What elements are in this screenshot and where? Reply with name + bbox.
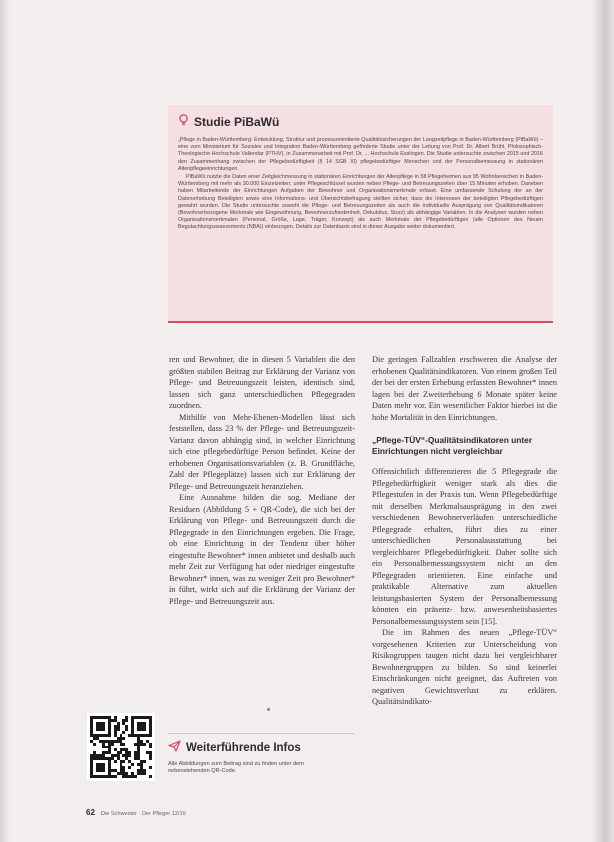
body-paragraph: Eine Ausnahme bilden die sog. Mediane der Residuen (Abbildung 5 + QR-Code), die sich bei der Erklärung von Pflege- und Betreuungszeit durch die Pflegegrade in den Einrichtungen ergeben. Die Frage, ob eine Einrichtung in der Tendenz über höher eingestufte Bewohner* innen anbietet und deshalb auch mehr Zeit zur Verfügung hat oder niedriger eingestufte Bewohner* innen, was zu weniger Zeit pro Bewohner* in führt, wirkt sich auf die Erklärung der Varianz der Pflege- und Betreuungszeit aus. [169, 493, 355, 606]
page-edge-shadow [0, 0, 10, 842]
further-info-title: Weiterführende Infos [186, 742, 301, 754]
qr-code-pattern [90, 716, 152, 778]
further-info-box [168, 733, 354, 779]
page-number: 62 [86, 808, 95, 817]
page-footer [86, 808, 186, 817]
studie-title: Studie PiBaWü [194, 115, 280, 129]
studie-paragraph: PiBaWü nutzte die Daten einer Zeitgleichmessung in stationären Einrichtungen der Altenpflege in 58 Pflegeheimen aus 95 Wohnbereichen in Baden-Württemberg mit mehr als 30.000 Einzelzeiten; unter Pflegeschlüssel wurden neben Pflege- und Betreuungszeiten über 15 Minuten erhoben. Daneben haben Mitarbeitende der Einrichtungen Aufgaben der Bewohner und Organisationsmerkmale erfasst. Eine umfassende Schulung der an der Datenerhebung Beteiligten sowie eine Informations- und Übersichtsbefragung stellten sicher, dass die Interessen der beteiligten Pflegebedürftigen gewahrt wurden. Die Studie untersuchte sowohl die Pflege- und Betreuungszeiten als auch die individuelle Ausprägung von Qualitätsindikatoren (Bewohnerbezogene Merkmale wie Eingewöhnung, Bewohnerzufriedenheit, Dekubitus, Sturz) als abhängige Variablen. In die Analysen wurden neben Organisationsmerkmalen (Personal, Größe, Lage, Träger, Konzept) als auch Merkmale der Pflegebedürftigen (alle Optionen des Neuen Begutachtungsassessments (NBA)) einbezogen. Details zur Datenbasis sind in dieser Ausgabe weiter dokumentiert. [178, 174, 543, 231]
further-info-header [168, 739, 354, 757]
body-paragraph: Mithilfe von Mehr-Ebenen-Modellen lässt sich feststellen, dass 23 % der Pflege- und Betreuungszeit-Varianz davon abhängig sind, in welcher Einrichtung sich eine pflegebedürftige Person befindet. Keine der erhobenen Organisationsvariablen (z. B. Grundfläche, Zahl der Pflegeplätze) lassen sich zur Erklärung der Pflege- und Betreuungszeit heranziehen. [169, 412, 355, 491]
magazine-name: Die Schwester · Der Pfleger 12/19 [100, 811, 186, 817]
article-column-left [169, 354, 355, 607]
section-subheading: „Pflege-TÜV“-Qualitätsindikatoren unter Einrichtungen nicht vergleichbar [372, 435, 533, 456]
studie-info-box [168, 105, 553, 323]
body-paragraph: Die geringen Fallzahlen erschweren die Analyse der erhobenen Qualitätsindikatoren. Von einem großen Teil der bei der ersten Erhebung erfassten Bewohner* innen lagen bei der Zweiterhebung 6 Monate später keine Daten mehr vor. Ein wesentlicher Faktor hierbei ist die hohe Mortalität in den Einrichtungen. [372, 355, 557, 422]
further-info-text: Alle Abbildungen zum Beitrag sind zu finden unter dem nebenstehenden QR-Code. [168, 761, 304, 774]
bulb-icon [178, 113, 189, 131]
body-paragraph: ren und Bewohner, die in diesen 5 Variablen die den größten stabilen Beitrag zur Erklärung der Varianz von Pflege- und Betreuungszeit leisten, identisch sind, lassen sich ganz unterschiedlichen Pflegegraden zuordnen. [169, 355, 355, 410]
body-paragraph: Die im Rahmen des neuen „Pflege-TÜV“ vorgesehenen Kriterien zur Unterscheidung von Risikogruppen taugen nicht dazu bei vergleichbarer Bewohnergruppen zu bilden. So sind keinerlei Einschränkungen nicht geeignet, das Auftreten von negativen Gewichtsverlust zu erklären. Qualitätsindikato- [372, 628, 557, 706]
qr-code[interactable] [87, 713, 155, 781]
paper-plane-icon [168, 739, 181, 757]
article-column-right [372, 354, 557, 708]
studie-paragraph: „Pflege in Baden-Württemberg: Entwicklung, Struktur und prozessorientierte Qualitätssicherungen der Langzeitpflege in Baden-Württemberg (PiBaWü) – eine vom Ministerium für Soziales und Integration Baden-Württemberg geförderte Studie unter der Leitung von Prof. Dr. Albert Brühl, Philosophisch-Theologische Hochschule Vallendar (PTHV), in Zusammenarbeit mit Prof. Dr. ... Hochschule Esslingen. Die Studie untersuchte zwischen 2015 und 2016 den Zusammenhang zwischen der Pflegebedürftigkeit (§ 14 SGB XI) pflegebedürftiger Menschen und der Personalbemessung in stationären Altenpflegeeinrichtungen. [178, 137, 543, 172]
page-edge-binding [592, 0, 614, 842]
body-paragraph: Offensichtlich differenzieren die 5 Pflegegrade die Pflegebedürftigkeit weniger stark als dies die Pflegestufen in der Praxis tun. Wenn Pflegebedürftige mit derselben Merkmalsausprägung in den zwei verschiedenen Bewohnerverläufen unterschiedliche Pflegegrade erhalten, führt dies zu einer unterschiedlichen Personalausstattung bei vergleichbarer Pflegebedürftigkeit. Daher sollte sich ein Personalbemessungssystem nicht an den Pflegegraden orientieren. Eine einfache und praktikable Alternative zum aktuellen leistungsbasierten System der Personalbemessung könnten ein präsenz- bzw. anwesenheitsbasiertes Personalbemessungssystem sein [15]. [372, 467, 557, 626]
studie-header [178, 113, 543, 131]
decorative-dot [267, 708, 270, 711]
